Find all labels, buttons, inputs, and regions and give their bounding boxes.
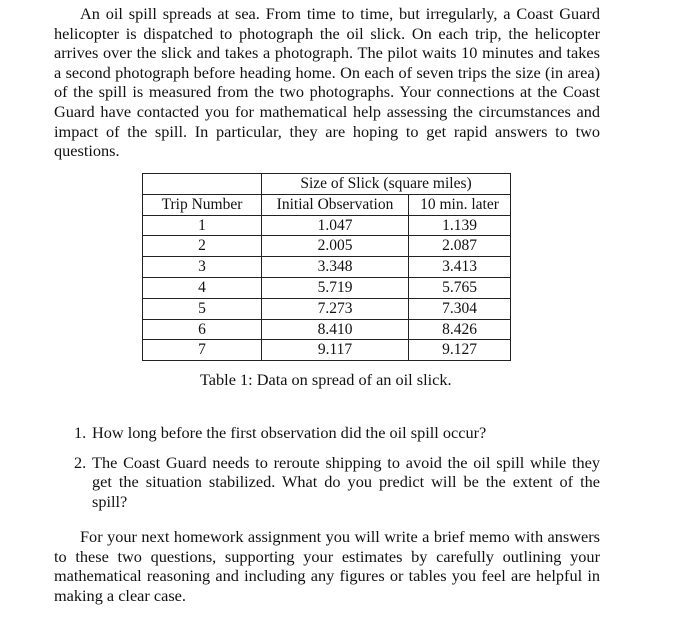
table-group-header: Size of Slick (square miles)	[262, 174, 511, 195]
table-caption: Table 1: Data on spread of an oil slick.	[200, 370, 452, 389]
initial-observation-cell: 2.005	[262, 236, 409, 257]
trip-number-cell: 1	[143, 215, 262, 236]
closing-paragraph: For your next homework assignment you will write a brief memo with answers to these two questions, supporting your estimates by carefully outlining your mathematical reasoning and including any figures or tables you feel are helpful in making a clear case.	[54, 527, 600, 605]
initial-observation-cell: 3.348	[262, 257, 409, 278]
later-observation-cell: 9.127	[409, 340, 511, 361]
table-column-header-row	[143, 194, 511, 215]
table-header-blank-cell	[143, 174, 262, 195]
initial-observation-cell: 9.117	[262, 340, 409, 361]
later-observation-cell: 2.087	[409, 236, 511, 257]
table-row	[143, 298, 511, 319]
question-text: How long before the first observation did the oil spill occur?	[92, 423, 487, 442]
oil-slick-data-table	[142, 173, 511, 361]
trip-number-cell: 7	[143, 340, 262, 361]
initial-observation-cell: 7.273	[262, 298, 409, 319]
question-number: 2.	[74, 452, 87, 472]
trip-number-cell: 2	[143, 236, 262, 257]
intro-paragraph: An oil spill spreads at sea. From time to time, but irregularly, a Coast Guard helicopter is dispatched to photograph the oil slick. On each trip, the helicopter arrives over the slick and takes a photograph. The pilot waits 10 minutes and takes a second photograph before heading home. On each of seven trips the size (in area) of the spill is measured from the two photographs. Your connections at the Coast Guard have contacted you for mathematical help assessing the circumstances and impact of the spill. In particular, they are hoping to get rapid answers to two questions.	[54, 4, 600, 161]
later-observation-cell: 3.413	[409, 257, 511, 278]
question-number: 1.	[74, 423, 87, 442]
column-header-10-min-later: 10 min. later	[409, 194, 511, 215]
table-row	[143, 277, 511, 298]
questions-list	[54, 423, 600, 521]
table-row	[143, 215, 511, 236]
trip-number-cell: 6	[143, 319, 262, 340]
trip-number-cell: 4	[143, 277, 262, 298]
table-row	[143, 319, 511, 340]
question-text: The Coast Guard needs to reroute shipping to avoid the oil spill while they get the situation stabilized. What do you predict will be the extent of the spill?	[92, 452, 600, 511]
table-row	[143, 236, 511, 257]
table-row	[143, 257, 511, 278]
trip-number-cell: 3	[143, 257, 262, 278]
question-item	[54, 453, 600, 512]
later-observation-cell: 1.139	[409, 215, 511, 236]
column-header-initial-observation: Initial Observation	[262, 194, 409, 215]
later-observation-cell: 8.426	[409, 319, 511, 340]
initial-observation-cell: 8.410	[262, 319, 409, 340]
later-observation-cell: 7.304	[409, 298, 511, 319]
initial-observation-cell: 5.719	[262, 277, 409, 298]
later-observation-cell: 5.765	[409, 277, 511, 298]
table-row	[143, 340, 511, 361]
trip-number-cell: 5	[143, 298, 262, 319]
column-header-trip-number: Trip Number	[143, 194, 262, 215]
question-item	[54, 423, 600, 443]
initial-observation-cell: 1.047	[262, 215, 409, 236]
table-group-header-row	[143, 174, 511, 195]
